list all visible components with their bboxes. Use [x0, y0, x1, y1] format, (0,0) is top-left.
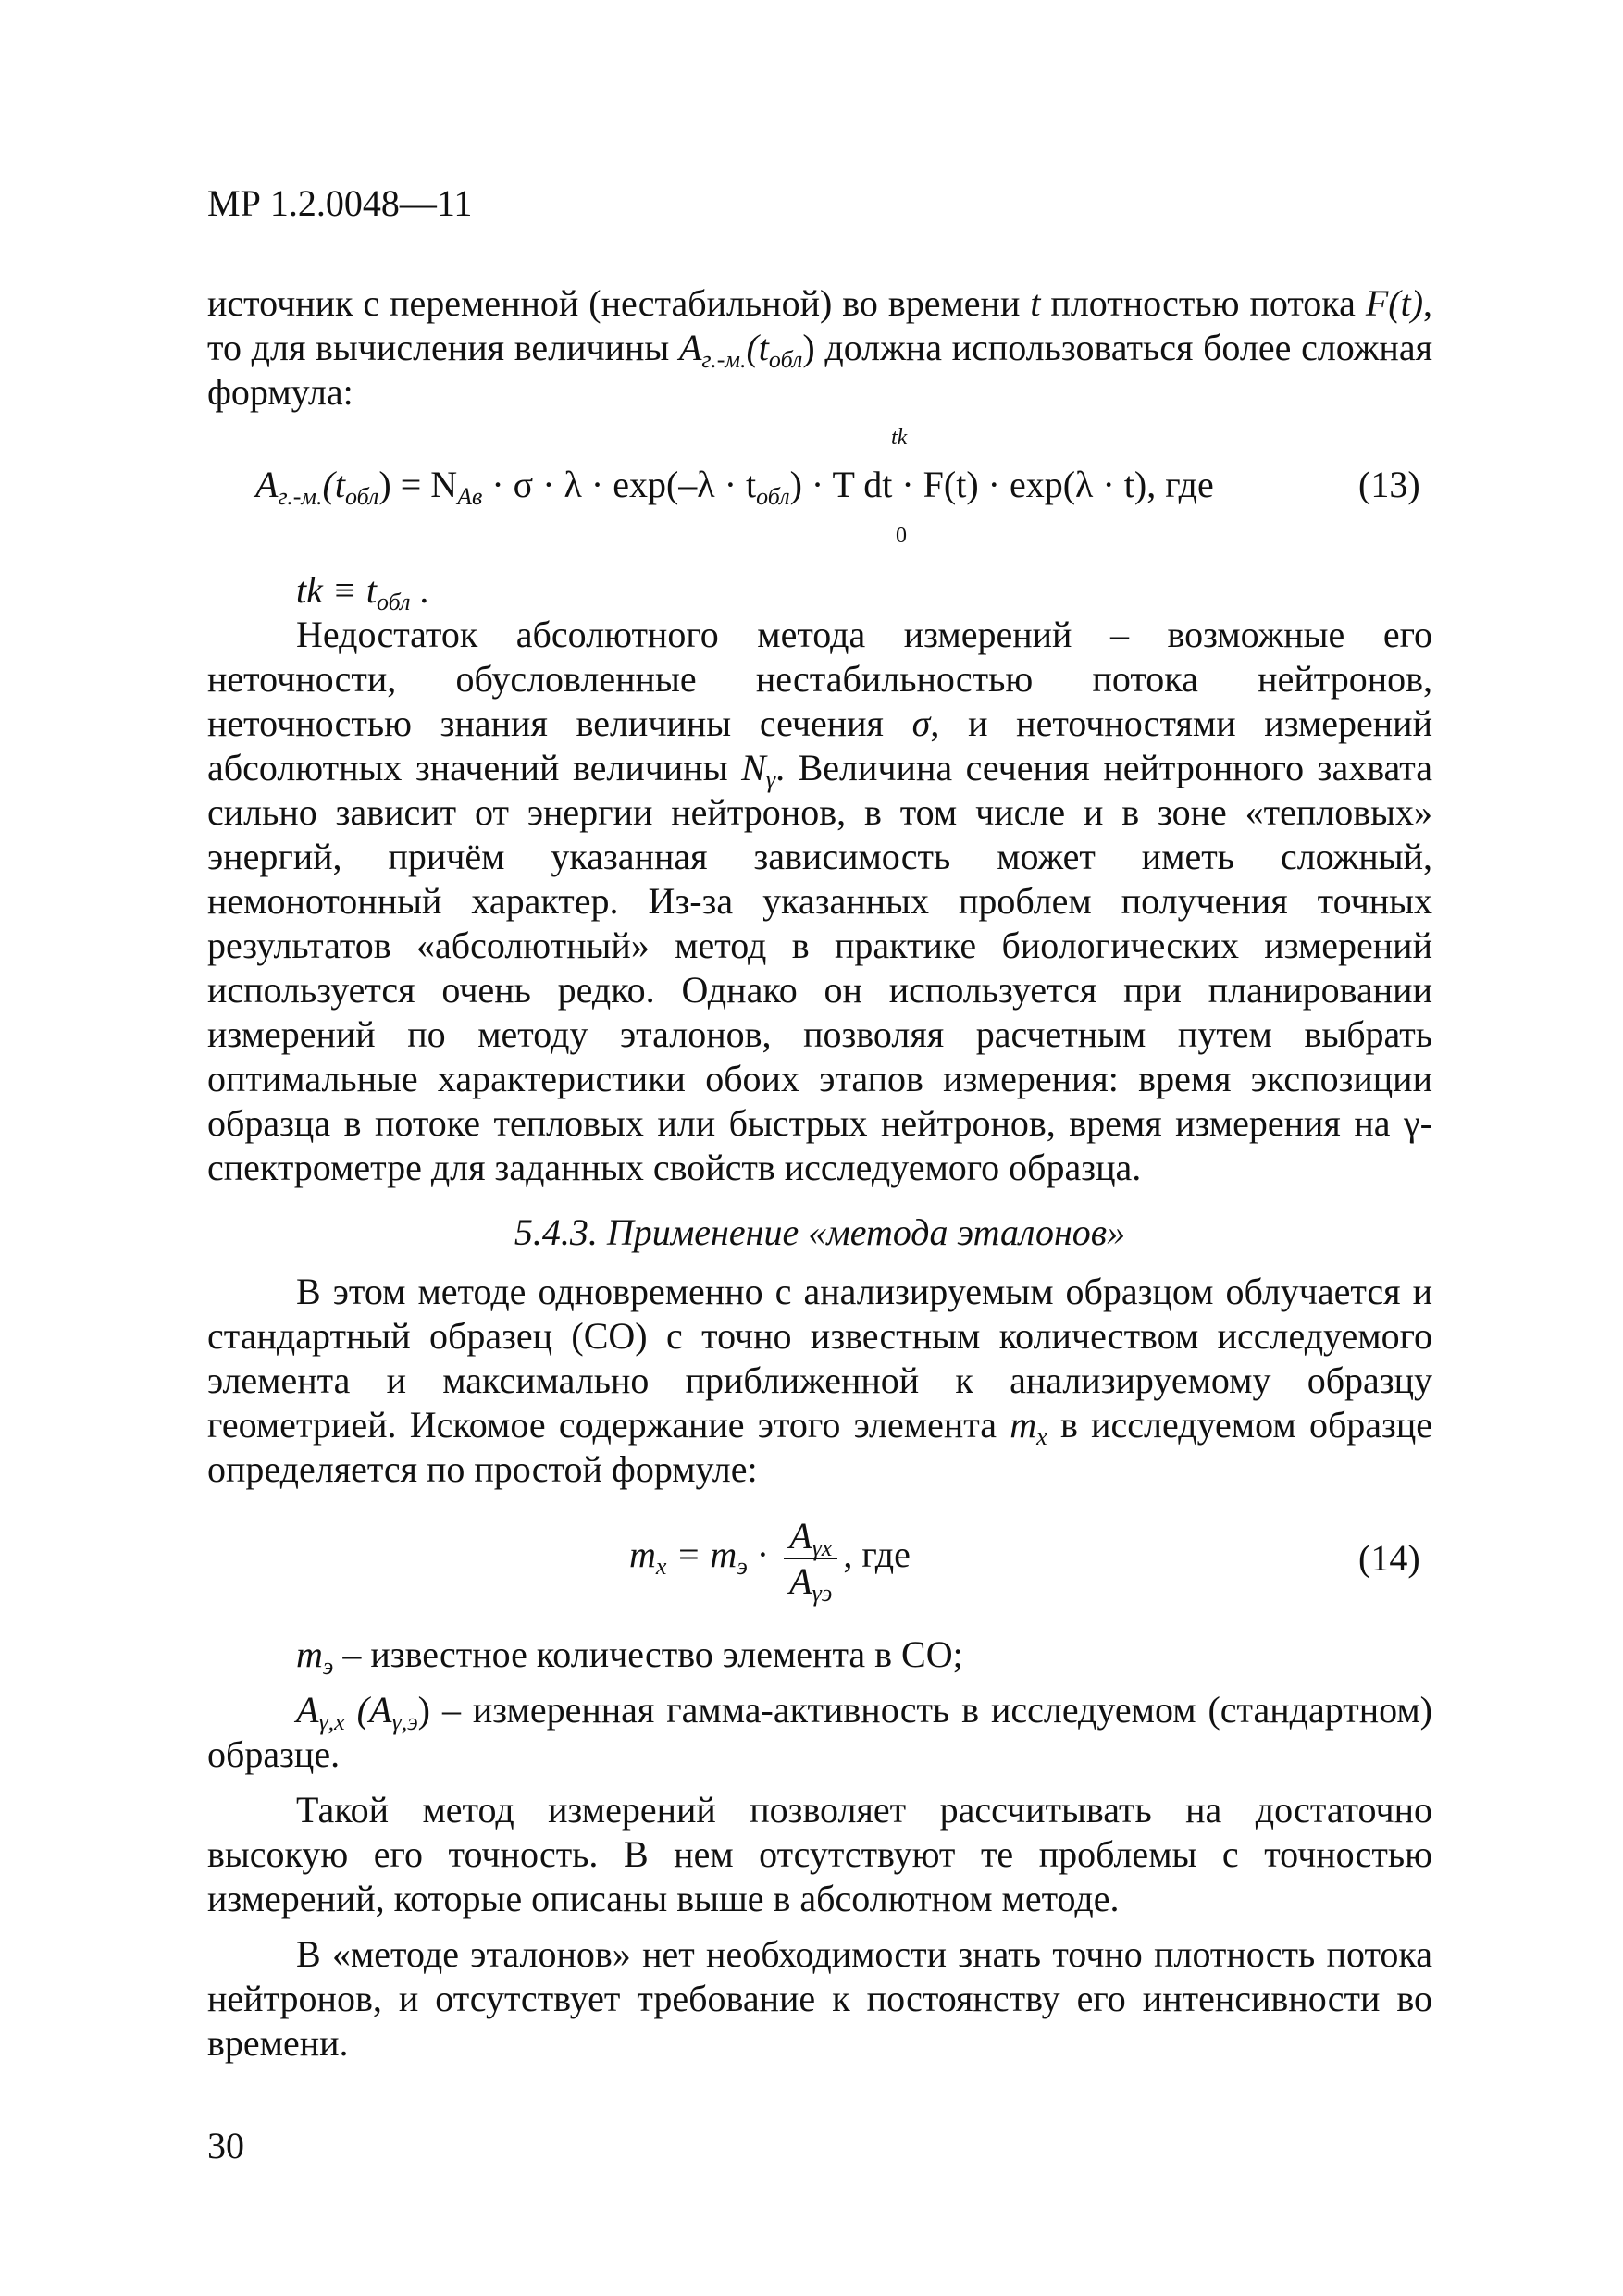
equation-13-body: $A_{г.-м.}(t_{обл}) = N_{Ав} \cdot \sigma \cdot \lambda \cdot \exp(-\lambda \cdot t_{обл}) \cdot T$ dt · F(t) · exp(λ · t), где	[255, 464, 1214, 510]
fraction: $\frac{A_{\gamma x}}{A_{\gamma э}}$	[784, 1514, 837, 1603]
paragraph-standards-method: В этом методе одновременно с анализируемым образцом облучается и стандартный образец (СО) с точно известным количеством исследуемого элемента и максимально приближенной к анализируемому образцу геометрией. Искомое содержание этого элемента $m_x$ в исследуемом образце определяется по простой формуле:	[207, 1271, 1433, 1490]
paragraph-intro: источник с переменной (нестабильной) во времени t плотностью потока F(t), то для вычисления величины $A_{г.-м.}(t_{обл})$ должна использоваться более сложная формула:	[207, 282, 1433, 413]
section-heading: 5.4.3. Применение «метода эталонов»	[514, 1211, 1126, 1253]
paragraph-absolute-method: Недостаток абсолютного метода измерений – возможные его неточности, обусловленные нестабильностью потока нейтронов, неточностью знания величины сечения σ, и неточностями измерений абсолютных значений величины $N_\gamma$. Величина сечения нейтронного захвата сильно зависит от энергии нейтронов, в том числе и в зоне «тепловых» энергий, причём указанная зависимость может иметь сложный, немонотонный характер. Из-за указанных проблем получения точных результатов «абсолютный» метод в практике биологических измерений используется очень редко. Однако он используется при планировании измерений по методу эталонов, позволяя расчетным путем выбрать оптимальные характеристики обоих этапов измерения: время экспозиции образца в потоке тепловых или быстрых нейтронов, время измерения на γ-спектрометре для заданных свойств исследуемого образца.	[207, 614, 1432, 1188]
page-number: 30	[207, 2125, 244, 2166]
integral-sign: T	[832, 464, 855, 505]
paragraph-no-flux: В «методе эталонов» нет необходимости знать точно плотность потока нейтронов, и отсутствует требование к постоянству его интенсивности во времени.	[207, 1933, 1432, 2064]
paragraph-accuracy: Такой метод измерений позволяет рассчитывать на достаточно высокую его точность. В нем отсутствуют те проблемы с точностью измерений, которые описаны выше в абсолютном методе.	[207, 1789, 1432, 1919]
definition-a: $A_{\gamma,x}$ $(A_{\gamma,э})$ – измеренная гамма-активность в исследуемом (стандартном) образце.	[207, 1689, 1432, 1775]
tk-definition: tk ≡ $t_{обл}$ .	[296, 569, 429, 615]
definition-me: $m_э$ – известное количество элемента в СО;	[296, 1633, 963, 1680]
equation-14-number: (14)	[1358, 1537, 1420, 1579]
definitions	[207, 1632, 1432, 2077]
integral-upper-limit: tk	[891, 426, 908, 450]
running-header: МР 1.2.0048—11	[207, 182, 473, 224]
equation-13-number: (13)	[1358, 464, 1420, 505]
integral-lower-limit: 0	[896, 524, 907, 548]
equation-14-body: $m_x = m_э$ · $\frac{A_{\gamma x}}{A_{\gamma э}}$ , где	[629, 1515, 911, 1607]
